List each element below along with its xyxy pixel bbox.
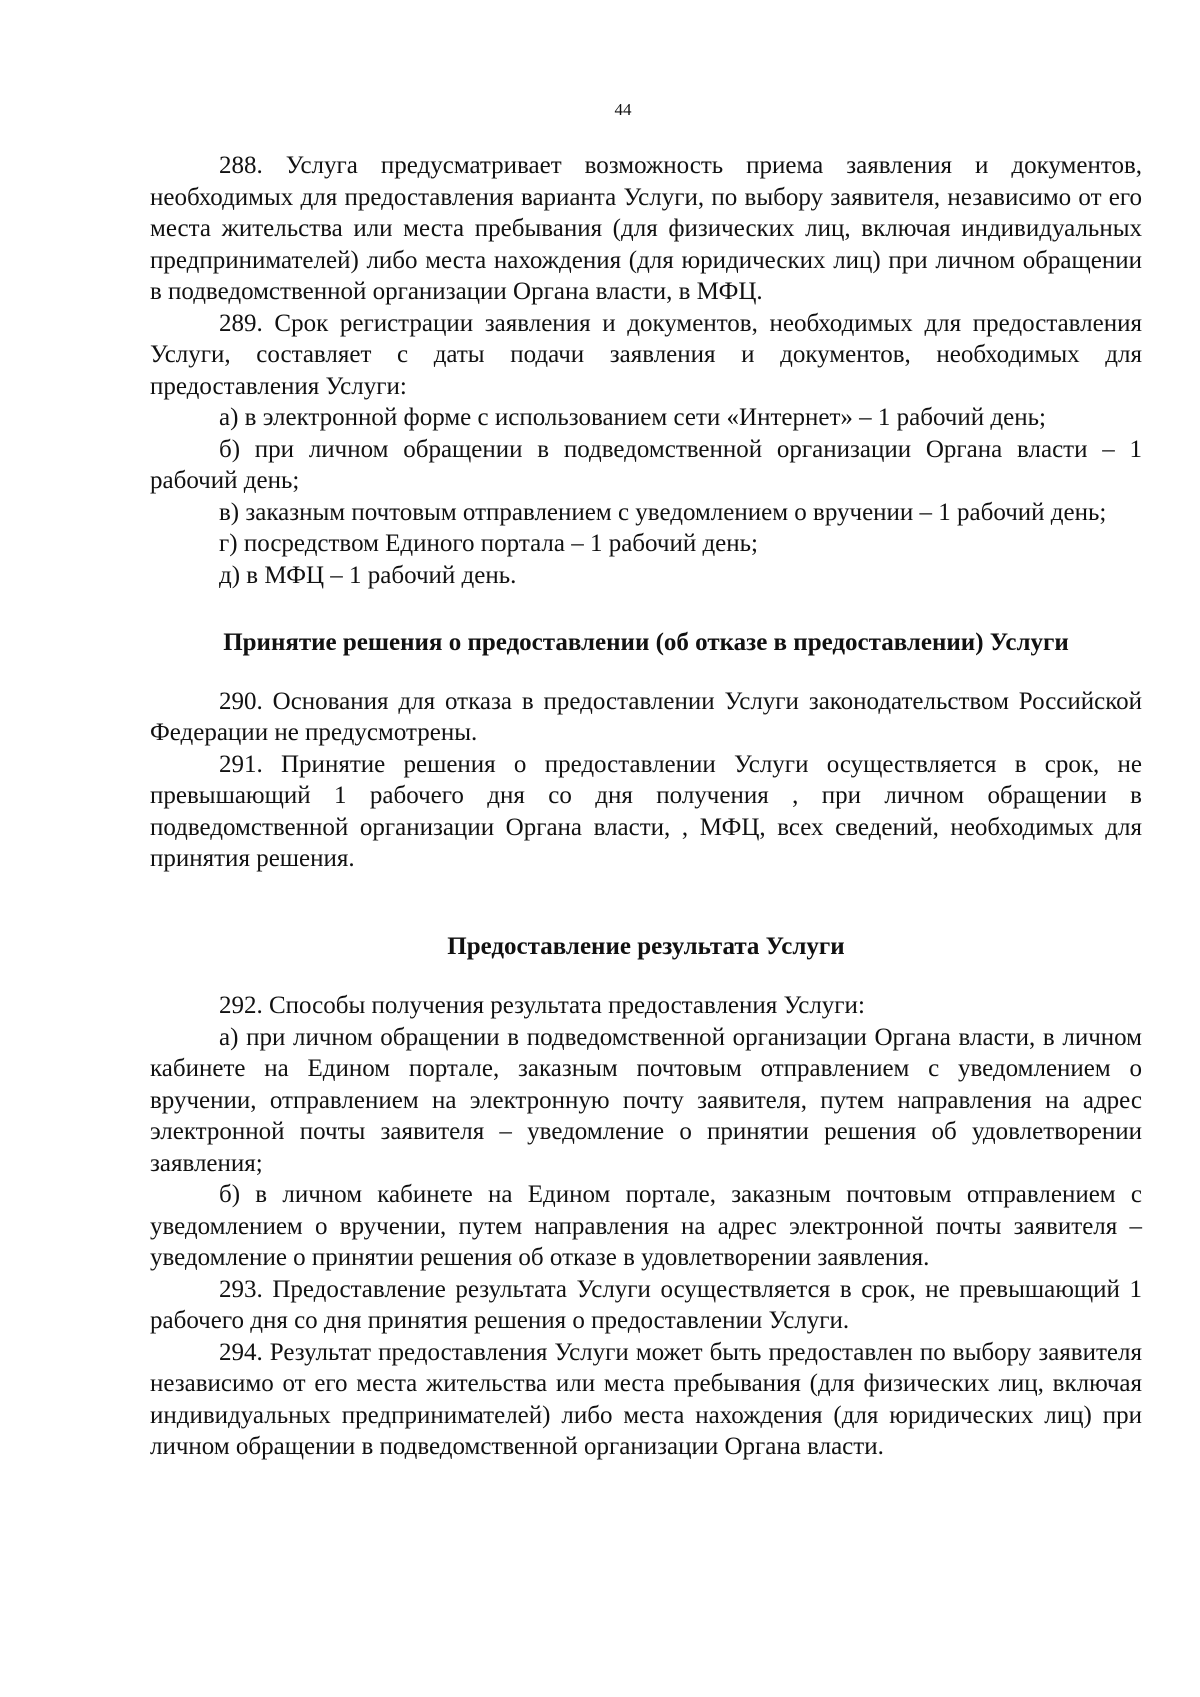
paragraph-292: 292. Способы получения результата предоставления Услуги: (219, 992, 865, 1019)
paragraph-288: 288. Услуга предусматривает возможность приема заявления и документов, необходимых для предоставления варианта Услуги, по выбору заявителя, независимо от его места жительства или места пребывания (для физических лиц, включая индивидуальных предпринимателей) либо места нахождения (для юридических лиц) при личном обращении в подведомственной организации Органа власти, в МФЦ. (150, 152, 1142, 305)
list-item-292-b: б) в личном кабинете на Едином портале, заказным почтовым отправлением с уведомлением о вручении, путем направления на адрес электронной почты заявителя – уведомление о принятии решения об отказе в удовлетворении заявления. (150, 1181, 1142, 1271)
list-item-289-b: б) при личном обращении в подведомственной организации Органа власти – 1 рабочий день; (150, 435, 1142, 494)
list-item-289-d: д) в МФЦ – 1 рабочий день. (219, 561, 517, 589)
section-heading-result: Предоставление результата Услуги (447, 932, 845, 960)
list-item-289-g: г) посредством Единого портала – 1 рабочий день; (219, 530, 759, 557)
page-number: 44 (614, 100, 632, 119)
list-item-292-a: а) при личном обращении в подведомственной организации Органа власти, в личном кабинете на Едином портале, заказным почтовым отправлением с уведомлением о вручении, отправлением на электронную почту заявителя, путем направления на адрес электронной почты заявителя – уведомление о принятии решения об удовлетворении заявления; (150, 1023, 1142, 1177)
section-heading-decision: Принятие решения о предоставлении (об отказе в предоставлении) Услуги (223, 629, 1069, 656)
document-body (150, 150, 1142, 1463)
list-item-289-a: а) в электронной форме с использованием сети «Интернет» – 1 рабочий день; (219, 404, 1046, 431)
paragraph-289: 289. Срок регистрации заявления и документов, необходимых для предоставления Услуги, составляет с даты подачи заявления и документов, необходимых для предоставления Услуги: (150, 309, 1142, 400)
paragraph-291: 291. Принятие решения о предоставлении Услуги осуществляется в срок, не превышающий 1 рабочего дня со дня получения , при личном обращении в подведомственной организации Органа власти, , МФЦ, всех сведений, необходимых для принятия решения. (150, 750, 1142, 872)
list-item-289-v: в) заказным почтовым отправлением с уведомлением о вручении – 1 рабочий день; (219, 498, 1107, 526)
paragraph-290: 290. Основания для отказа в предоставлении Услуги законодательством Российской Федерации не предусмотрены. (150, 687, 1142, 746)
paragraph-294: 294. Результат предоставления Услуги может быть предоставлен по выбору заявителя независимо от его места жительства или места пребывания (для физических лиц, включая индивидуальных предпринимателей) либо места нахождения (для юридических лиц) при личном обращении в подведомственной организации Органа власти. (150, 1338, 1142, 1460)
paragraph-293: 293. Предоставление результата Услуги осуществляется в срок, не превышающий 1 рабочего дня со дня принятия решения о предоставлении Услуги. (150, 1275, 1142, 1334)
